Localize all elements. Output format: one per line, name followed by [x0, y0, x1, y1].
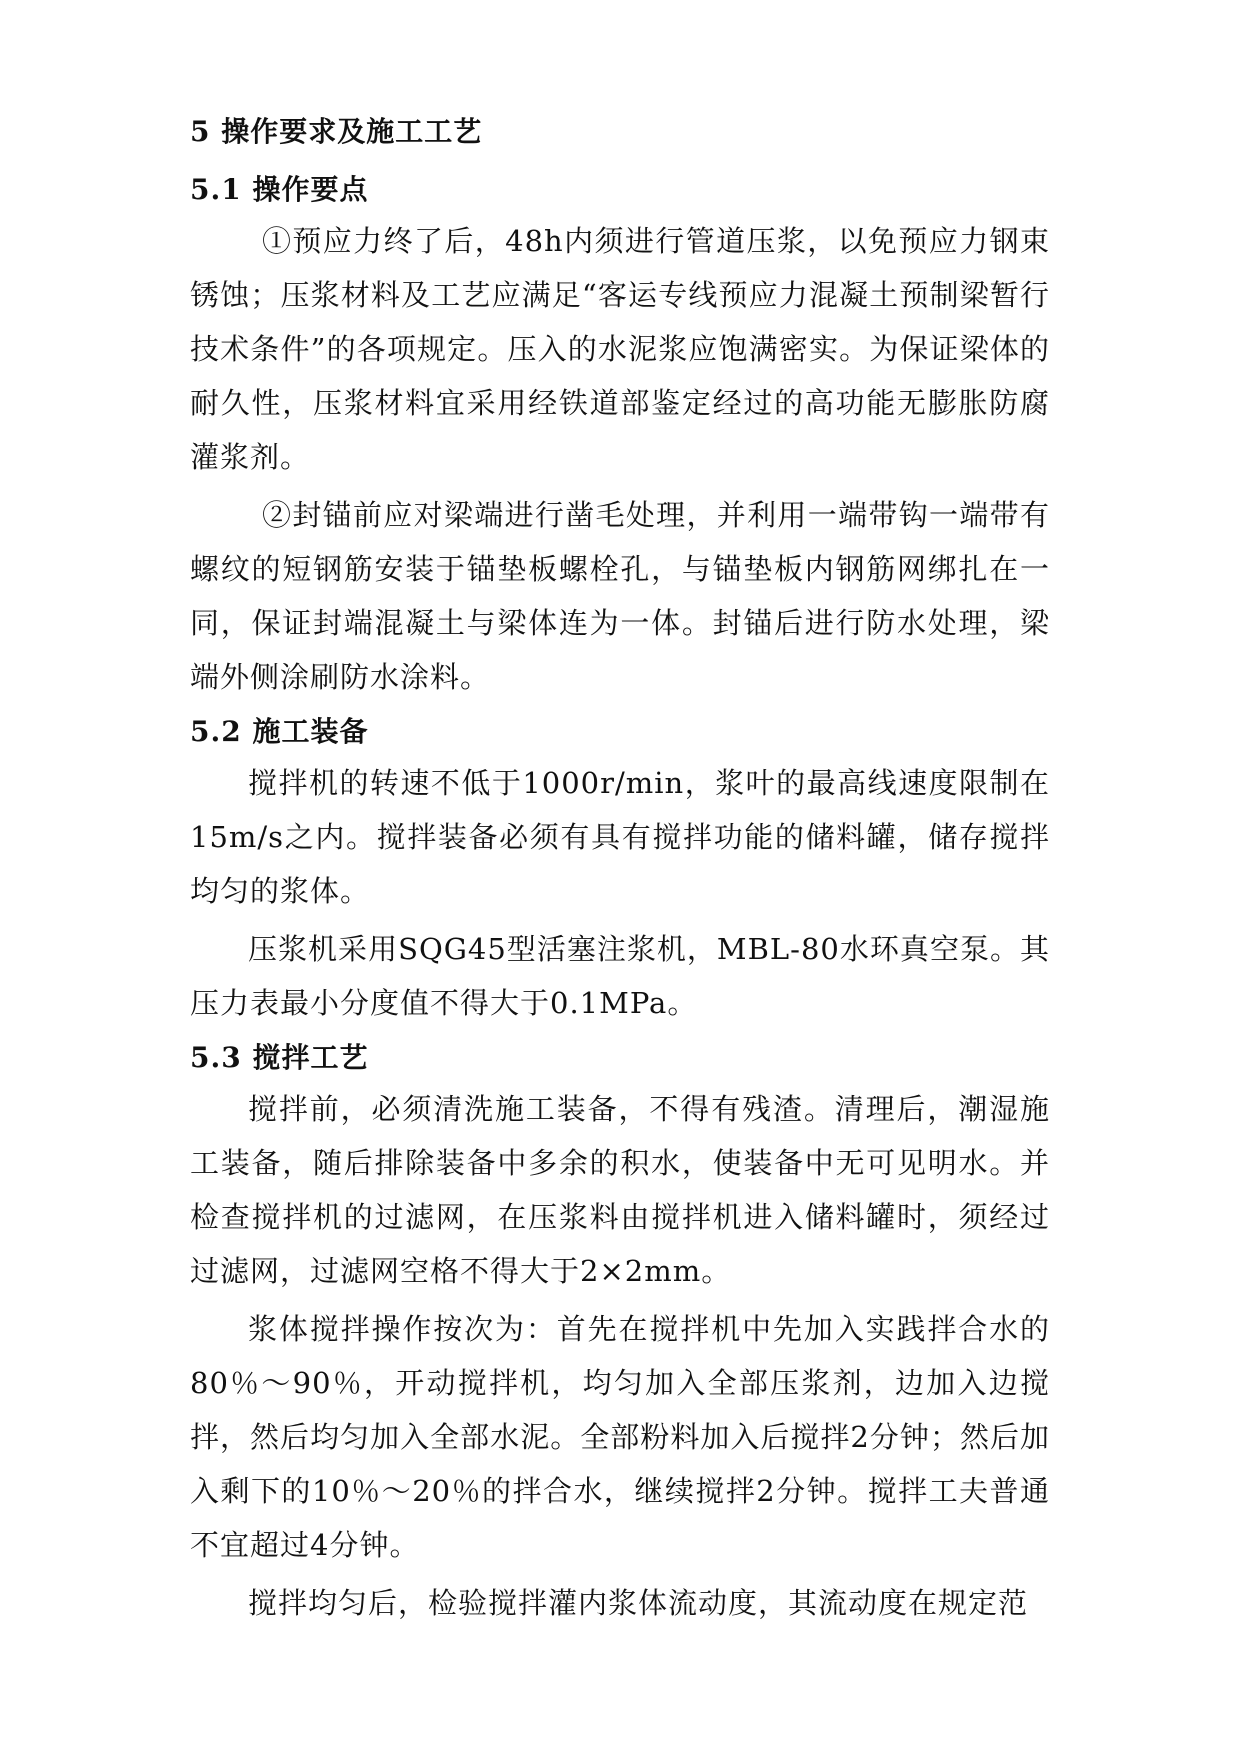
- paragraph-mixing-2: 浆体搅拌操作按次为：首先在搅拌机中先加入实践拌合水的80％～90％，开动搅拌机，均匀加入全部压浆剂，边加入边搅拌，然后均匀加入全部水泥。全部粉料加入后搅拌2分钟；然后加入剩下的10％～20％的拌合水，继续搅拌2分钟。搅拌工夫普通不宜超过4分钟。: [190, 1312, 1050, 1562]
- document-page: [190, 108, 1050, 1634]
- paragraph-equipment-1: 搅拌机的转速不低于1000r/min，浆叶的最高线速度限制在15m/s之内。搅拌装备必须有具有搅拌功能的储料罐，储存搅拌均匀的浆体。: [190, 766, 1050, 908]
- subsection-title-mixing: 5.3 搅拌工艺: [190, 1041, 369, 1074]
- paragraph-equipment-2: 压浆机采用SQG45型活塞注浆机，MBL-80水环真空泵。其压力表最小分度值不得大于0.1MPa。: [190, 932, 1050, 1020]
- section-title: 5 操作要求及施工工艺: [190, 115, 483, 148]
- subsection-title-operation-points: 5.1 操作要点: [190, 173, 369, 206]
- paragraph-operation-2: ②封锚前应对梁端进行凿毛处理，并利用一端带钩一端带有螺纹的短钢筋安装于锚垫板螺栓孔，与锚垫板内钢筋网绑扎在一同，保证封端混凝土与梁体连为一体。封锚后进行防水处理，梁端外侧涂刷防水涂料。: [190, 498, 1050, 694]
- subsection-title-equipment: 5.2 施工装备: [190, 715, 369, 748]
- paragraph-mixing-1: 搅拌前，必须清洗施工装备，不得有残渣。清理后，潮湿施工装备，随后排除装备中多余的积水，使装备中无可见明水。并检查搅拌机的过滤网，在压浆料由搅拌机进入储料罐时，须经过过滤网，过滤网空格不得大于2×2mm。: [190, 1092, 1050, 1288]
- paragraph-mixing-3: 搅拌均匀后，检验搅拌灌内浆体流动度，其流动度在规定范: [248, 1586, 1029, 1620]
- paragraph-operation-1: ①预应力终了后，48h内须进行管道压浆，以免预应力钢束锈蚀；压浆材料及工艺应满足“客运专线预应力混凝土预制梁暂行技术条件”的各项规定。压入的水泥浆应饱满密实。为保证梁体的耐久性，压浆材料宜采用经铁道部鉴定经过的高功能无膨胀防腐灌浆剂。: [190, 224, 1050, 474]
